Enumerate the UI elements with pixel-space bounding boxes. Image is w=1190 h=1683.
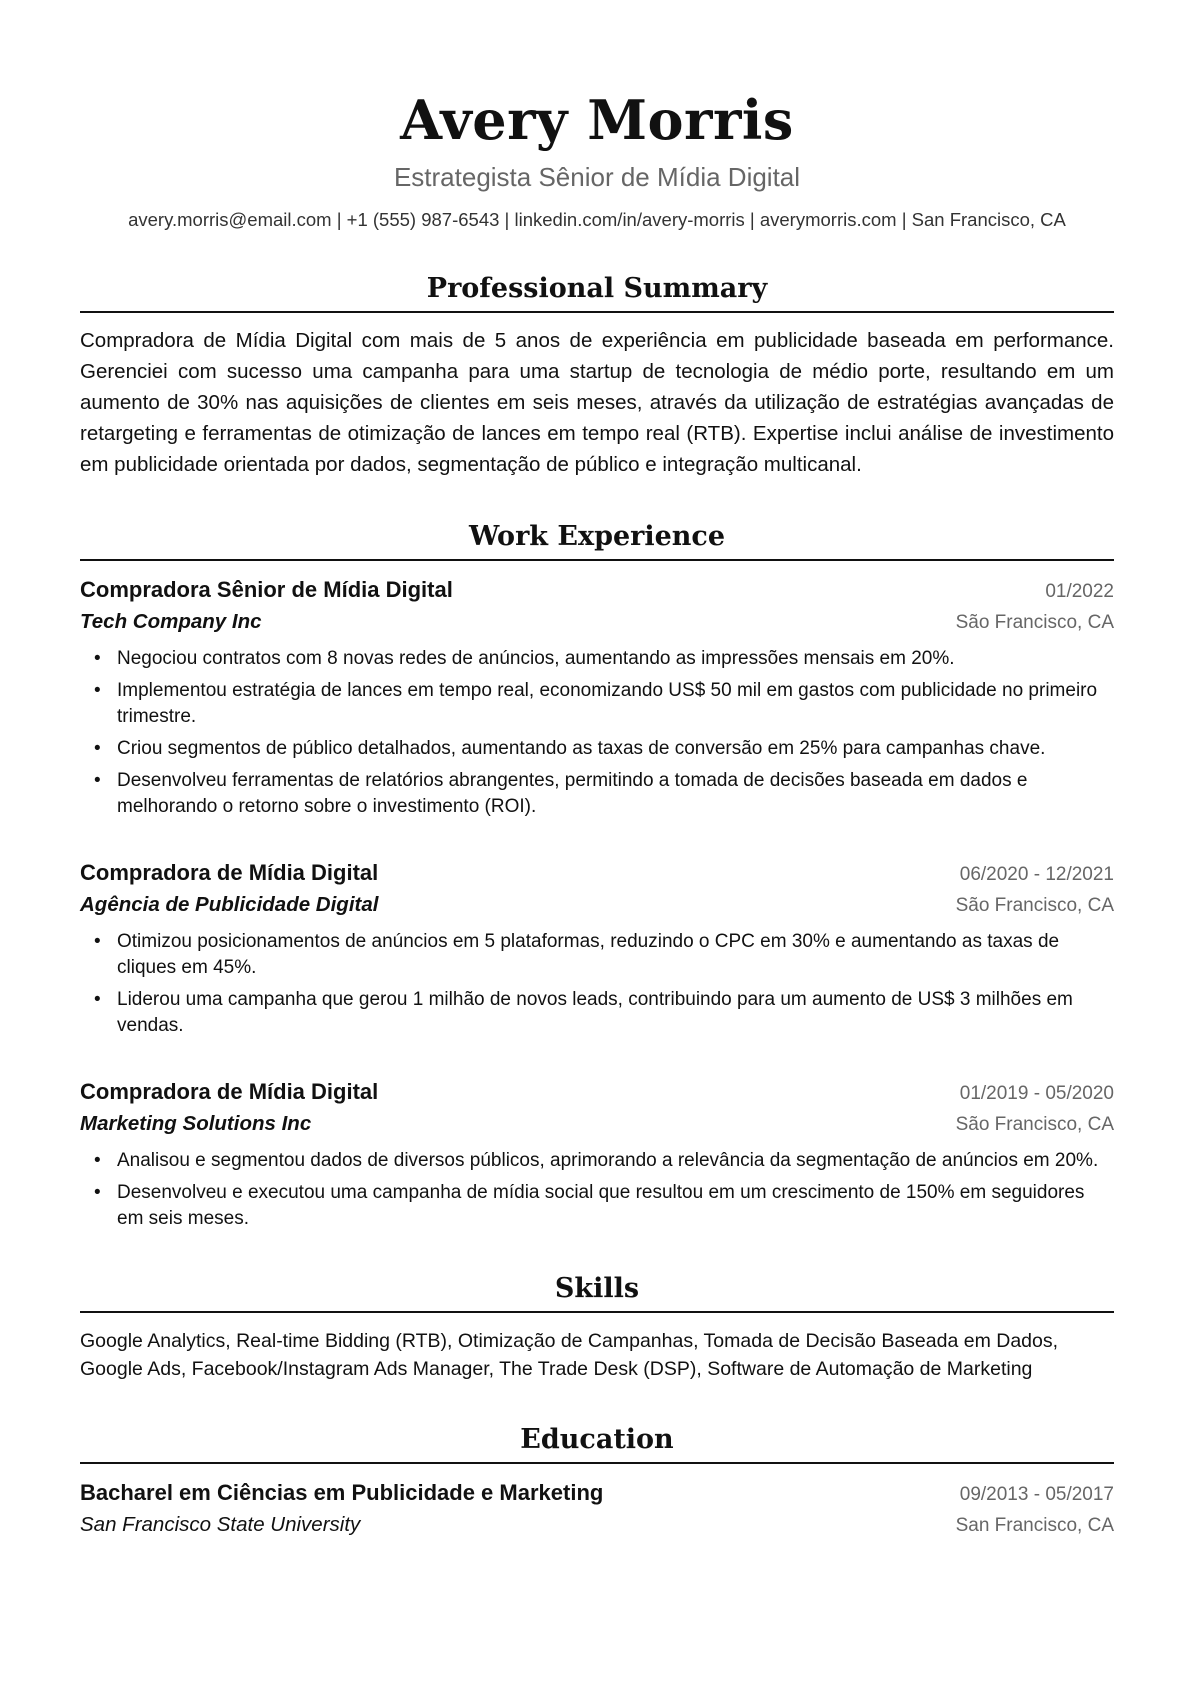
job-company: Marketing Solutions Inc	[80, 1112, 312, 1135]
job-bullet: • Negociou contratos com 8 novas redes de anúncios, aumentando as impressões mensais em 20%.	[80, 646, 1114, 672]
job-bullet: • Desenvolveu e executou uma campanha de mídia social que resultou em um crescimento de 150% em seguidores em seis meses.	[80, 1180, 1114, 1232]
education-school: San Francisco State University	[80, 1513, 361, 1536]
job-bullets	[80, 646, 1114, 820]
education-date: 09/2013 - 05/2017	[959, 1484, 1114, 1505]
job-date: 01/2022	[1045, 581, 1114, 602]
job-bullet: • Desenvolveu ferramentas de relatórios abrangentes, permitindo a tomada de decisões baseada em dados e melhorando o retorno sobre o investimento (ROI).	[80, 768, 1114, 820]
job-date: 06/2020 - 12/2021	[959, 864, 1114, 885]
education-section	[80, 1423, 1114, 1541]
job-role: Compradora Sênior de Mídia Digital	[80, 577, 453, 602]
job-entry	[80, 575, 1114, 820]
education-heading: Education	[80, 1423, 1114, 1464]
experience-heading: Work Experience	[80, 520, 1114, 561]
job-company: Tech Company Inc	[80, 610, 262, 633]
job-location: São Francisco, CA	[955, 1114, 1114, 1135]
job-role: Compradora de Mídia Digital	[80, 1079, 379, 1104]
contact-line: avery.morris@email.com | +1 (555) 987-6543 | linkedin.com/in/avery-morris | averymorris.com | San Francisco, CA	[128, 209, 1066, 230]
job-bullets	[80, 929, 1114, 1039]
resume-page	[80, 0, 1114, 1541]
job-date: 01/2019 - 05/2020	[959, 1083, 1114, 1104]
job-role: Compradora de Mídia Digital	[80, 860, 379, 885]
job-company: Agência de Publicidade Digital	[80, 893, 379, 916]
job-bullet: • Criou segmentos de público detalhados, aumentando as taxas de conversão em 25% para campanhas chave.	[80, 736, 1114, 762]
summary-heading: Professional Summary	[80, 272, 1114, 313]
skills-section	[80, 1272, 1114, 1383]
job-location: São Francisco, CA	[955, 612, 1114, 633]
summary-text: Compradora de Mídia Digital com mais de 5 anos de experiência em publicidade baseada em performance. Gerenciei com sucesso uma campanha para uma startup de tecnologia de médio porte, resultando em um aumento de 30% nas aquisições de clientes em seis meses, através da utilização de estratégias avançadas de retargeting e ferramentas de otimização de lances em tempo real (RTB). Expertise inclui análise de investimento em publicidade orientada por dados, segmentação de público e integração multicanal.	[80, 329, 1114, 476]
job-bullet: • Implementou estratégia de lances em tempo real, economizando US$ 50 mil em gastos com publicidade no primeiro trimestre.	[80, 678, 1114, 730]
education-entry	[80, 1478, 1114, 1541]
job-location: São Francisco, CA	[955, 895, 1114, 916]
job-bullet: • Otimizou posicionamentos de anúncios em 5 plataformas, reduzindo o CPC em 30% e aumentando as taxas de cliques em 45%.	[80, 929, 1114, 981]
experience-section	[80, 520, 1114, 1232]
job-bullet: • Analisou e segmentou dados de diversos públicos, aprimorando a relevância da segmentação de anúncios em 20%.	[80, 1148, 1114, 1174]
summary-section	[80, 272, 1114, 480]
education-location: San Francisco, CA	[955, 1515, 1114, 1536]
education-degree: Bacharel em Ciências em Publicidade e Marketing	[80, 1480, 604, 1505]
skills-heading: Skills	[80, 1272, 1114, 1313]
candidate-name: Avery Morris	[400, 88, 794, 152]
job-bullets	[80, 1148, 1114, 1232]
job-bullet: • Liderou uma campanha que gerou 1 milhão de novos leads, contribuindo para um aumento de US$ 3 milhões em vendas.	[80, 987, 1114, 1039]
job-entry	[80, 858, 1114, 1039]
skills-text: Google Analytics, Real-time Bidding (RTB), Otimização de Campanhas, Tomada de Decisão Baseada em Dados, Google Ads, Facebook/Instagram Ads Manager, The Trade Desk (DSP), Software de Automação de Marketing	[80, 1330, 1059, 1380]
job-entry	[80, 1077, 1114, 1232]
candidate-title: Estrategista Sênior de Mídia Digital	[393, 162, 801, 192]
